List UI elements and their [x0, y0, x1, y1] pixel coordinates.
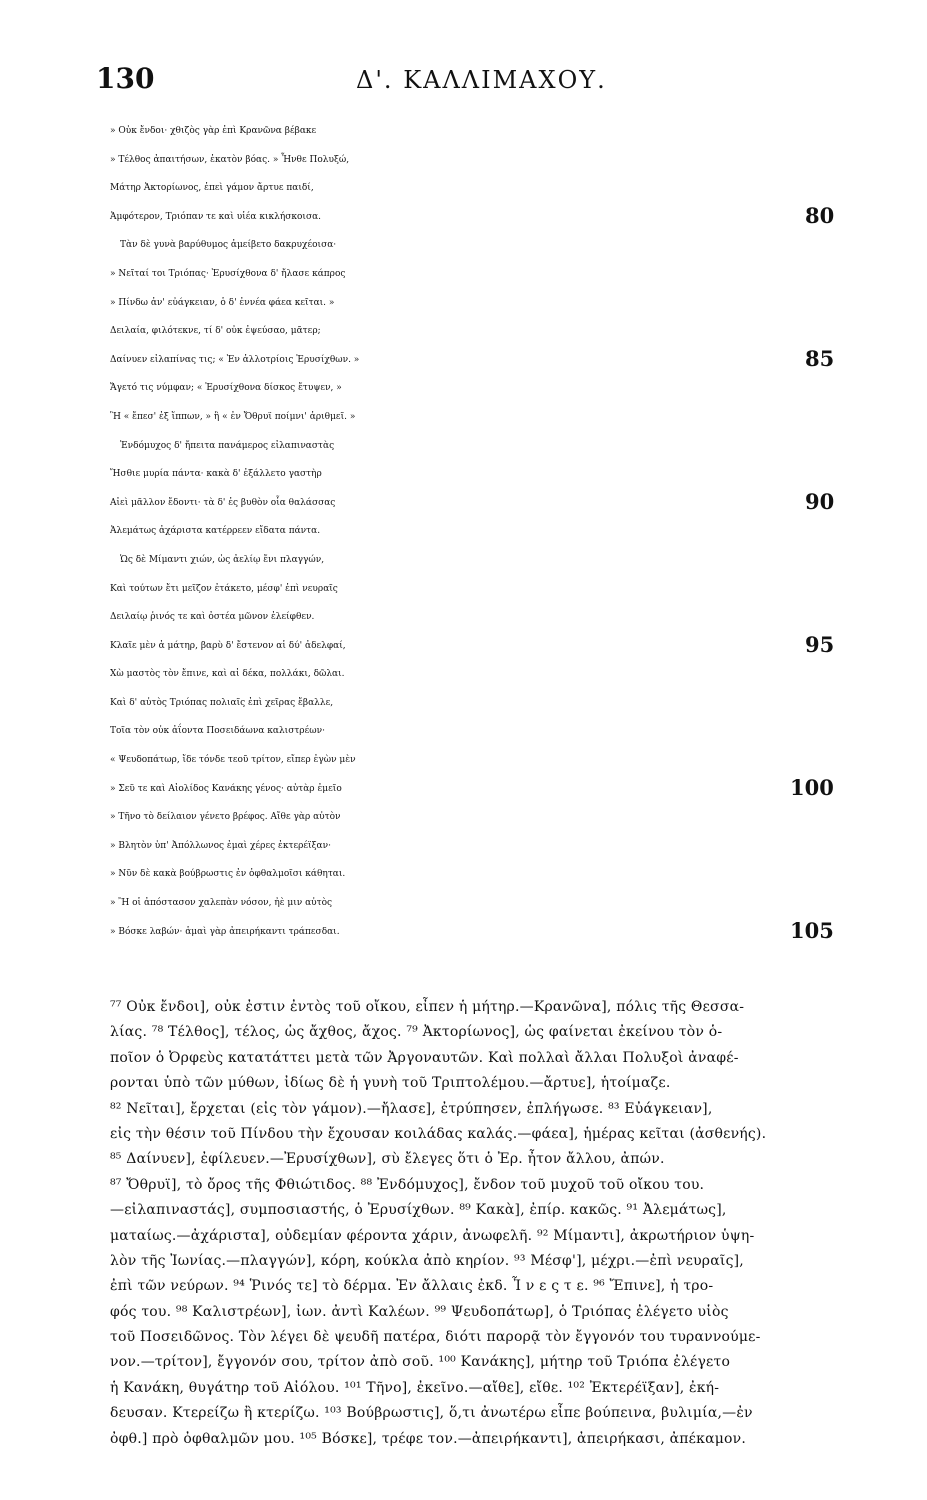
- line-number: 90: [805, 489, 835, 514]
- footnote-line: ἐπὶ τῶν νεύρων. ⁹⁴ Ῥινός τε] τὸ δέρμα. Ἐν ἄλλαις ἐκδ. Ἶ ν ε ς τ ε. ⁹⁶ Ἔπινε], ἡ τρο-: [110, 1278, 714, 1295]
- footnote-line: ματαίως.—ἀχάριστα], οὐδεμίαν φέροντα χάριν, ἀνωφελῆ. ⁹² Μίμαντι], ἀκρωτήριον ὑψη-: [110, 1227, 755, 1244]
- verse-line: Ἢ « ἔπεσ' ἐξ ἵππων, » ἢ « ἐν Ὄθρυϊ ποίμνι' ἀριθμεῖ. »: [110, 411, 356, 422]
- verse-line: Δειλαία, φιλότεκνε, τί δ' οὐκ ἐψεύσαο, μᾶτερ;: [110, 326, 321, 337]
- line-number: 85: [805, 346, 835, 371]
- verse-line: Ὡς δὲ Μίμαντι χιών, ὡς ἀελίῳ ἔνι πλαγγών,: [120, 554, 325, 565]
- poem-text: [110, 117, 850, 946]
- verse-line: « Ψευδοπάτωρ, ἴδε τόνδε τεοῦ τρίτον, εἴπερ ἐγὼν μὲν: [110, 755, 356, 766]
- verse-line: Ἀμφότερον, Τριόπαν τε καὶ υἱέα κικλήσκοισα.: [110, 211, 322, 222]
- running-title: Δ'. ΚΑΛΛΙΜΑΧΟΥ.: [356, 66, 607, 94]
- verse-line: Μάτηρ Ἀκτορίωνος, ἐπεὶ γάμον ἄρτυε παιδί,: [110, 183, 314, 194]
- footnote-line: λὸν τῆς Ἰωνίας.—πλαγγών], κόρη, κούκλα ἀπὸ κηρίον. ⁹³ Μέσφ'], μέχρι.—ἐπὶ νευραῖς],: [110, 1252, 744, 1269]
- line-number: 80: [805, 203, 835, 228]
- verse-line: Χὼ μαστὸς τὸν ἔπινε, καὶ αἱ δέκα, πολλάκι, δῶλαι.: [110, 669, 345, 680]
- verse-line: » Τέλθος ἀπαιτήσων, ἑκατὸν βόας. » Ἦνθε Πολυξώ,: [110, 154, 350, 165]
- footnote-line: ὀφθ.] πρὸ ὀφθαλμῶν μου. ¹⁰⁵ Βόσκε], τρέφε τον.—ἀπειρήκαντι], ἀπειρήκασι, ἀπέκαμον.: [110, 1430, 747, 1447]
- footnote-line: νον.—τρίτον], ἔγγονόν σου, τρίτον ἀπὸ σοῦ. ¹⁰⁰ Κανάκης], μήτηρ τοῦ Τριόπα ἐλέγετο: [110, 1354, 731, 1371]
- verse-line: » Νῦν δὲ κακὰ βούβρωστις ἐν ὀφθαλμοῖσι κάθηται.: [110, 869, 346, 880]
- footnote-line: ἡ Κανάκη, θυγάτηρ τοῦ Αἰόλου. ¹⁰¹ Τῆνο], ἐκεῖνο.—αἴθε], εἴθε. ¹⁰² Ἐκτερέϊξαν], ἐκή-: [110, 1379, 720, 1396]
- footnote-line: ⁷⁷ Οὐκ ἔνδοι], οὐκ ἐστιν ἐντὸς τοῦ οἴκου, εἶπεν ἡ μήτηρ.—Κρανῶνα], πόλις τῆς Θεσσα-: [110, 999, 745, 1015]
- verse-line: Ἐνδόμυχος δ' ἤπειτα πανάμερος εἰλαπιναστὰς: [120, 440, 335, 451]
- line-number: 95: [805, 632, 835, 657]
- footnote-line: —εἰλαπιναστάς], συμποσιαστής, ὁ Ἐρυσίχθων. ⁸⁹ Κακὰ], ἐπίρ. κακῶς. ⁹¹ Ἀλεμάτως],: [110, 1202, 727, 1219]
- verse-line: Τοῖα τὸν οὐκ ἀΐοντα Ποσειδάωνα καλιστρέων·: [110, 726, 325, 737]
- verse-line: » Τῆνο τὸ δείλαιον γένετο βρέφος. Αἴθε γὰρ αὐτὸν: [110, 812, 341, 823]
- line-number: 100: [790, 775, 834, 800]
- footnote-line: δευσαν. Κτερείζω ἢ κτερίζω. ¹⁰³ Βούβρωστις], ὅ,τι ἀνωτέρω εἶπε βούπεινα, βυλιμία,—ἐν: [110, 1405, 753, 1422]
- verse-line: Καὶ δ' αὐτὸς Τριόπας πολιαῖς ἐπὶ χεῖρας ἔβαλλε,: [110, 697, 334, 708]
- verse-line: Ἀλεμάτως ἀχάριστα κατέρρεεν εἴδατα πάντα.: [110, 526, 321, 537]
- footnote-line: ρονται ὑπὸ τῶν μύθων, ἰδίως δὲ ἡ γυνὴ τοῦ Τριπτολέμου.—ἄρτυε], ἡτοίμαζε.: [110, 1075, 671, 1092]
- footnote-line: ποῖον ὁ Ὀρφεὺς κατατάττει μετὰ τῶν Ἀργοναυτῶν. Καὶ πολλαὶ ἄλλαι Πολυξοὶ ἀναφέ-: [110, 1049, 739, 1066]
- verse-line: » Ἢ οἱ ἀπόστασον χαλεπὰν νόσον, ἠὲ μιν αὐτὸς: [110, 898, 333, 909]
- footnote-line: ⁸⁵ Δαίνυεν], ἐφίλευεν.—Ἐρυσίχθων], σὺ ἔλεγες ὅτι ὁ Ἐρ. ἦτον ἄλλου, ἀπών.: [110, 1151, 665, 1168]
- footnote-line: ⁸² Νεῖται], ἔρχεται (εἰς τὸν γάμον).—ἤλασε], ἐτρύπησεν, ἐπλήγωσε. ⁸³ Εὐάγκειαν],: [110, 1100, 713, 1117]
- verse-line: Ἄγετό τις νύμφαν; « Ἐρυσίχθονα δίσκος ἔτυψεν, »: [110, 383, 342, 394]
- verse-line: Αἰεὶ μᾶλλον ἔδοντι· τὰ δ' ἐς βυθὸν οἷα θαλάσσας: [110, 497, 336, 508]
- footnote-line: εἰς τὴν θέσιν τοῦ Πίνδου τὴν ἔχουσαν κοιλάδας καλάς.—φάεα], ἡμέρας κεῖται (ἀσθενής).: [110, 1125, 767, 1142]
- verse-line: Δειλαίῳ ῥινός τε καὶ ὀστέα μῶνον ἐλείφθεν.: [110, 612, 315, 623]
- verse-line: » Βόσκε λαβών· ἁμαὶ γὰρ ἀπειρήκαντι τράπεσδαι.: [110, 926, 340, 937]
- verse-line: Ἤσθιε μυρία πάντα· κακὰ δ' ἐξάλλετο γαστὴρ: [110, 469, 322, 480]
- verse-line: » Βλητὸν ὑπ' Ἀπόλλωνος ἐμαὶ χέρες ἐκτερέϊξαν·: [110, 840, 331, 851]
- footnote-line: φός του. ⁹⁸ Καλιστρέων], ἰων. ἀντὶ Καλέων. ⁹⁹ Ψευδοπάτωρ], ὁ Τριόπας ἐλέγετο υἱὸς: [110, 1303, 729, 1320]
- footnote-line: λίας. ⁷⁸ Τέλθος], τέλος, ὡς ἄχθος, ἄχος. ⁷⁹ Ἀκτορίωνος], ὡς φαίνεται ἐκείνου τὸν ὁ-: [110, 1024, 723, 1041]
- line-number: 105: [790, 918, 834, 943]
- footnotes: [110, 995, 850, 1452]
- verse-line: » Σεῦ τε καὶ Αἰολίδος Κανάκης γένος· αὐτὰρ ἐμεῖο: [110, 783, 342, 794]
- verse-line: Δαίνυεν εἰλαπίνας τις; « Ἐν ἀλλοτρίοις Ἐρυσίχθων. »: [110, 354, 360, 365]
- footnote-line: τοῦ Ποσειδῶνος. Τὸν λέγει δὲ ψευδῆ πατέρα, διότι παρορᾷ τὸν ἔγγονόν του τυραννούμε-: [110, 1329, 761, 1346]
- page-number: 130: [96, 62, 155, 95]
- footnote-line: ⁸⁷ Ὄθρυϊ], τὸ ὄρος τῆς Φθιώτιδος. ⁸⁸ Ἐνδόμυχος], ἔνδον τοῦ μυχοῦ τοῦ οἴκου του.: [110, 1176, 705, 1193]
- verse-line: » Νεῖταί τοι Τριόπας· Ἐρυσίχθονα δ' ἤλασε κάπρος: [110, 268, 346, 279]
- page-header: [96, 62, 856, 102]
- verse-line: » Πίνδω ἀν' εὐάγκειαν, ὁ δ' ἐννέα φάεα κεῖται. »: [110, 297, 335, 308]
- verse-line: Καὶ τούτων ἔτι μεῖζον ἐτάκετο, μέσφ' ἐπὶ νευραῖς: [110, 583, 338, 594]
- verse-line: » Οὐκ ἔνδοι· χθιζὸς γὰρ ἐπὶ Κρανῶνα βέβακε: [110, 126, 317, 136]
- verse-line: Τὰν δὲ γυνὰ βαρύθυμος ἀμείβετο δακρυχέοισα·: [120, 240, 337, 251]
- verse-line: Κλαῖε μὲν ἁ μάτηρ, βαρὺ δ' ἔστενον αἱ δύ' ἀδελφαί,: [110, 640, 346, 651]
